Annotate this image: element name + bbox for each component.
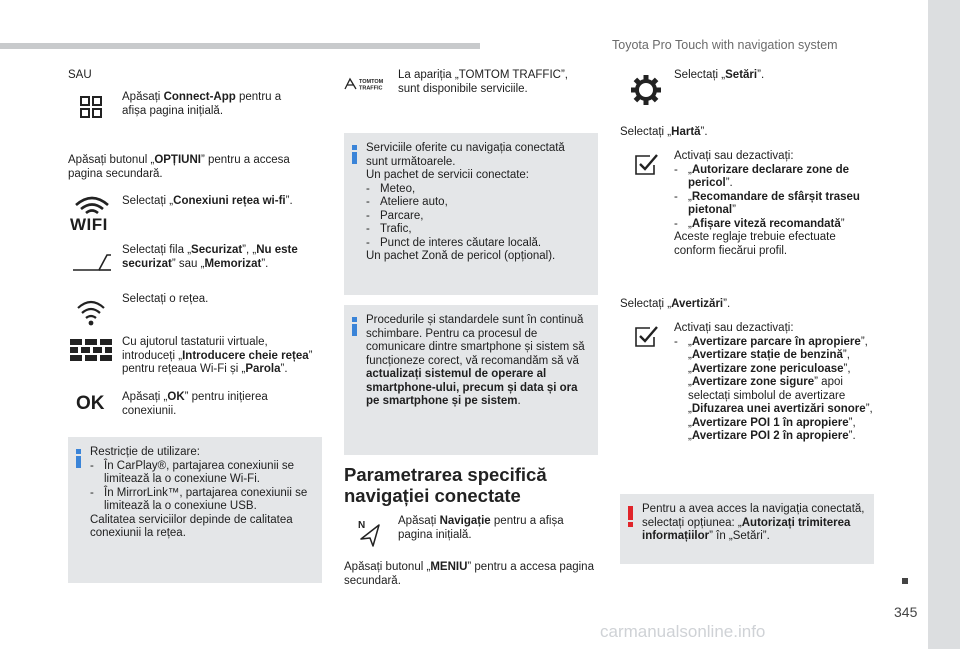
section-title: Parametrarea specifică navigației conectate — [344, 464, 547, 506]
info-icon — [352, 317, 357, 336]
page-number: 345 — [894, 604, 918, 620]
navigation-text: Apăsați Navigație pentru a afișa pagina inițială. — [398, 515, 564, 541]
options-text: Apăsați butonul „OPȚIUNI” pentru a accesa pagina secundară. — [68, 154, 290, 180]
menu-text: Apăsați butonul „MENIU” pentru a accesa pagina secundară. — [344, 561, 594, 587]
restriction-item: - În CarPlay®, partajarea conexiunii se limitează la o conexiune Wi-Fi. — [90, 460, 312, 487]
avertizari-options — [674, 322, 874, 444]
service-item: - Parcare, — [366, 210, 588, 224]
restriction-content — [90, 446, 312, 541]
tomtom-text: La apariția „TOMTOM TRAFFIC”, sunt disponibile serviciile. — [398, 69, 568, 95]
service-item: - Trafic, — [366, 223, 588, 237]
svg-text:N: N — [358, 520, 366, 531]
service-item: - Meteo, — [366, 183, 588, 197]
service-item: - Punct de interes căutare locală. — [366, 237, 588, 251]
tab-select-text: Selectați fila „Securizat”, „Nu este securizat” sau „Memorizat”. — [122, 244, 298, 270]
checkbox-icon — [634, 326, 658, 348]
connect-app-text: Apăsați Connect-App pentru a afișa pagina inițială. — [122, 91, 282, 117]
wifi-icon — [76, 298, 106, 328]
services-intro: Serviciile oferite cu navigația conectată sunt următoarele. — [366, 142, 565, 168]
warning-box — [620, 494, 874, 564]
page-marker — [902, 578, 908, 584]
checkbox-icon — [634, 154, 658, 176]
services-content — [366, 142, 588, 264]
harta-options — [674, 150, 874, 258]
procedures-content: Procedurile și standardele sunt în continuă schimbare. Pentru ca procesul de comunicare dintre smartphone și sistem să funcționeze corect, vă recomandăm să vă actualizați sistemul de operare al smartphone-ului, precum și data și ora pe smartphone și pe sistem. — [366, 314, 585, 407]
tomtom-line1: TOMTOM — [359, 79, 384, 85]
connected-services-box — [344, 133, 598, 295]
page-header-title: Toyota Pro Touch with navigation system — [612, 38, 838, 52]
info-icon — [352, 145, 357, 164]
harta-footer: Aceste reglaje trebuie efectuate conform fiecărui profil. — [674, 231, 836, 257]
avertizari-text: Selectați „Avertizări”. — [620, 298, 731, 310]
warning-content: Pentru a avea acces la navigația conectată, selectați opțiunea: „Autorizați trimiterea informațiilor” în „Setări”. — [642, 503, 865, 542]
harta-option: - „Recomandare de sfârșit traseu pietonal” — [674, 191, 874, 218]
restriction-title: Restricție de utilizare: — [90, 446, 200, 458]
keyboard-icon — [70, 339, 112, 361]
apps-grid-icon — [80, 96, 102, 118]
avert-toggle-label: Activați sau dezactivați: — [674, 322, 794, 334]
wifi-connections-text: Selectați „Conexiuni rețea wi-fi”. — [122, 195, 293, 207]
tomtom-traffic-icon — [344, 77, 392, 91]
keyboard-text: Cu ajutorul tastaturii virtuale, introduceți „Introducere cheie rețea” pentru rețeaua Wi-Fi și „Parola”. — [122, 336, 313, 375]
services-footer: Un pachet Zonă de pericol (opțional). — [366, 250, 556, 262]
side-strip — [928, 0, 960, 649]
header-bar — [0, 43, 480, 49]
wifi-label: WIFI — [70, 215, 108, 234]
harta-text: Selectați „Hartă”. — [620, 126, 708, 138]
harta-option: - „Autorizare declarare zone de pericol”. — [674, 164, 874, 191]
tab-icon — [72, 252, 112, 272]
navigation-icon — [358, 519, 382, 547]
tomtom-line2: TRAFFIC — [359, 85, 383, 91]
watermark: carmanualsonline.info — [600, 622, 766, 641]
sau-label: SAU — [68, 69, 92, 81]
services-intro2: Un pachet de servicii conectate: — [366, 169, 530, 181]
warning-icon — [628, 506, 633, 527]
setari-text: Selectați „Setări”. — [674, 69, 765, 81]
info-icon — [76, 449, 81, 468]
service-item: - Ateliere auto, — [366, 196, 588, 210]
harta-option: - „Afișare viteză recomandată” — [674, 218, 874, 232]
select-network-text: Selectați o rețea. — [122, 293, 209, 305]
gear-icon — [630, 74, 662, 106]
ok-label: OK — [76, 393, 105, 414]
procedures-box — [344, 305, 598, 455]
restriction-item: - În MirrorLink™, partajarea conexiunii se limitează la o conexiune USB. — [90, 487, 312, 514]
ok-text: Apăsați „OK” pentru inițierea conexiunii. — [122, 391, 268, 417]
avert-option: - „Avertizare parcare în apropiere”, „Avertizare stație de benzină”, „Avertizare zone periculoase”, „Avertizare zone sigure” apoi selectați simbolul de avertizare „Difuzarea unei avertizări sonore”, „Avertizare POI 1 în apropiere”, „Avertizare POI 2 în apropiere”. — [674, 336, 874, 444]
usage-restriction-box — [68, 437, 322, 583]
harta-toggle-label: Activați sau dezactivați: — [674, 150, 794, 162]
restriction-footer: Calitatea serviciilor depinde de calitatea conexiunii la rețea. — [90, 513, 293, 539]
